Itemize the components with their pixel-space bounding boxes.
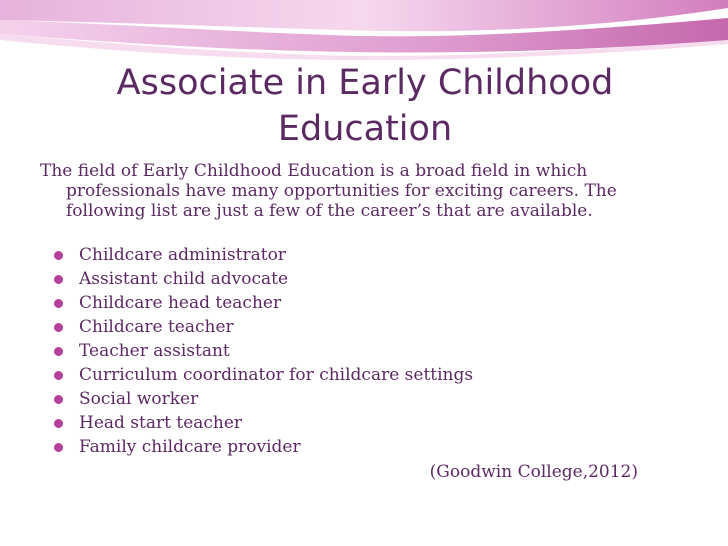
list-item bbox=[52, 363, 652, 387]
list-item-label: Head start teacher bbox=[79, 413, 243, 433]
list-item bbox=[52, 435, 652, 459]
list-item-label: Childcare administrator bbox=[79, 245, 286, 265]
title-line-2: Education bbox=[277, 109, 453, 149]
list-item-label: Childcare teacher bbox=[79, 317, 234, 337]
list-item bbox=[52, 339, 652, 363]
list-item-label: Social worker bbox=[79, 389, 199, 409]
list-item bbox=[52, 267, 652, 291]
bullet-icon bbox=[54, 299, 63, 308]
bullet-icon bbox=[54, 419, 63, 428]
decorative-wave-banner bbox=[0, 0, 728, 60]
list-item-label: Teacher assistant bbox=[79, 341, 230, 361]
citation: (Goodwin College,2012) bbox=[429, 462, 638, 482]
intro-line-3: following list are just a few of the career’s that are available. bbox=[66, 201, 593, 221]
list-item-label: Assistant child advocate bbox=[79, 269, 289, 289]
bullet-icon bbox=[54, 443, 63, 452]
bullet-icon bbox=[54, 251, 63, 260]
bullet-icon bbox=[54, 371, 63, 380]
intro-line-2: professionals have many opportunities for exciting careers. The bbox=[66, 181, 617, 201]
list-item bbox=[52, 291, 652, 315]
slide-title bbox=[60, 60, 670, 152]
list-item bbox=[52, 411, 652, 435]
list-item-label: Family childcare provider bbox=[79, 437, 301, 457]
title-line-1: Associate in Early Childhood bbox=[116, 63, 614, 103]
list-item bbox=[52, 387, 652, 411]
intro-line-1: The field of Early Childhood Education is a broad field in which bbox=[40, 161, 588, 181]
bullet-icon bbox=[54, 323, 63, 332]
list-item-label: Curriculum coordinator for childcare settings bbox=[79, 365, 474, 385]
list-item bbox=[52, 315, 652, 339]
list-item-label: Childcare head teacher bbox=[79, 293, 282, 313]
career-list bbox=[52, 243, 652, 459]
list-item bbox=[52, 243, 652, 267]
bullet-icon bbox=[54, 347, 63, 356]
intro-paragraph bbox=[40, 161, 680, 221]
bullet-icon bbox=[54, 395, 63, 404]
bullet-icon bbox=[54, 275, 63, 284]
